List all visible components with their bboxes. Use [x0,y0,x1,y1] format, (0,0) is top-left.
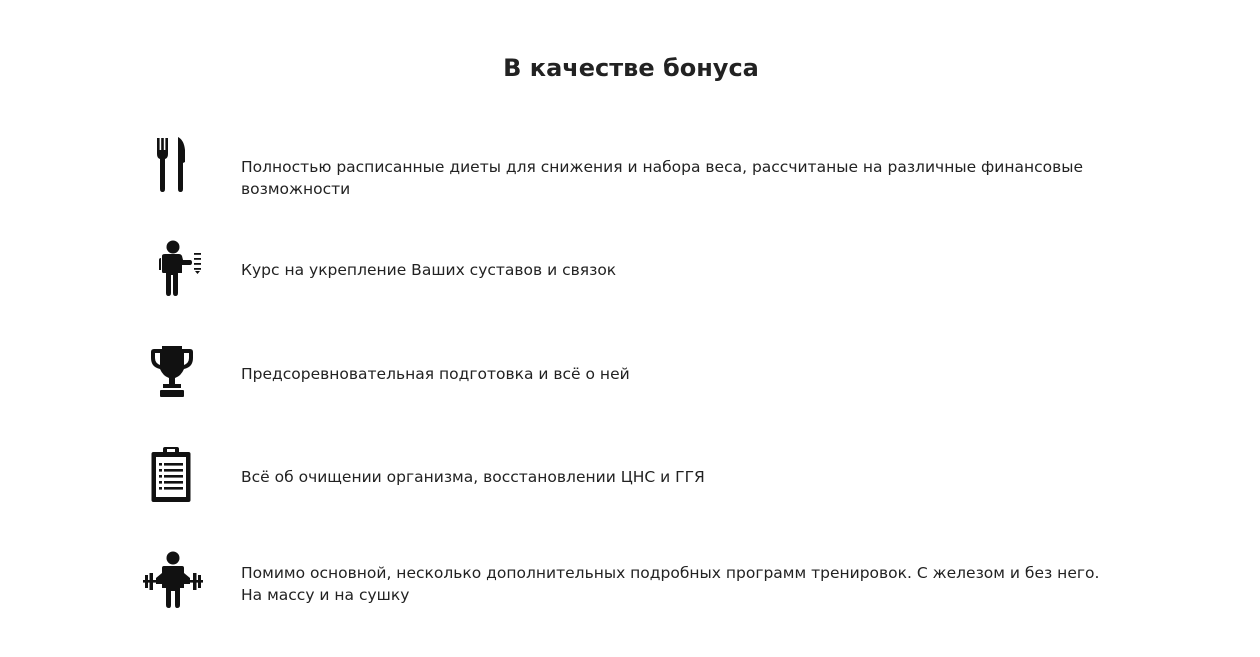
clipboard-icon [150,446,192,504]
bonus-item-text: Помимо основной, несколько дополнительных подробных программ тренировок. С железом и без него. На массу и на сушку [241,564,1100,604]
trophy-icon [150,345,194,399]
bonus-item-text: Всё об очищении организма, восстановлении ЦНС и ГГЯ [241,468,705,486]
bonus-item-text: Курс на укрепление Ваших суставов и связок [241,261,617,279]
bonus-item-text: Предсоревновательная подготовка и всё о ней [241,365,630,383]
bonus-item-text: Полностью расписанные диеты для снижения и набора веса, рассчитаные на различные финансовые возможности [241,158,1084,198]
page-title: В качестве бонуса [503,54,759,82]
fork-knife-icon [153,136,189,194]
weightlifter-icon [142,551,204,609]
person-stretching-icon [157,240,203,296]
